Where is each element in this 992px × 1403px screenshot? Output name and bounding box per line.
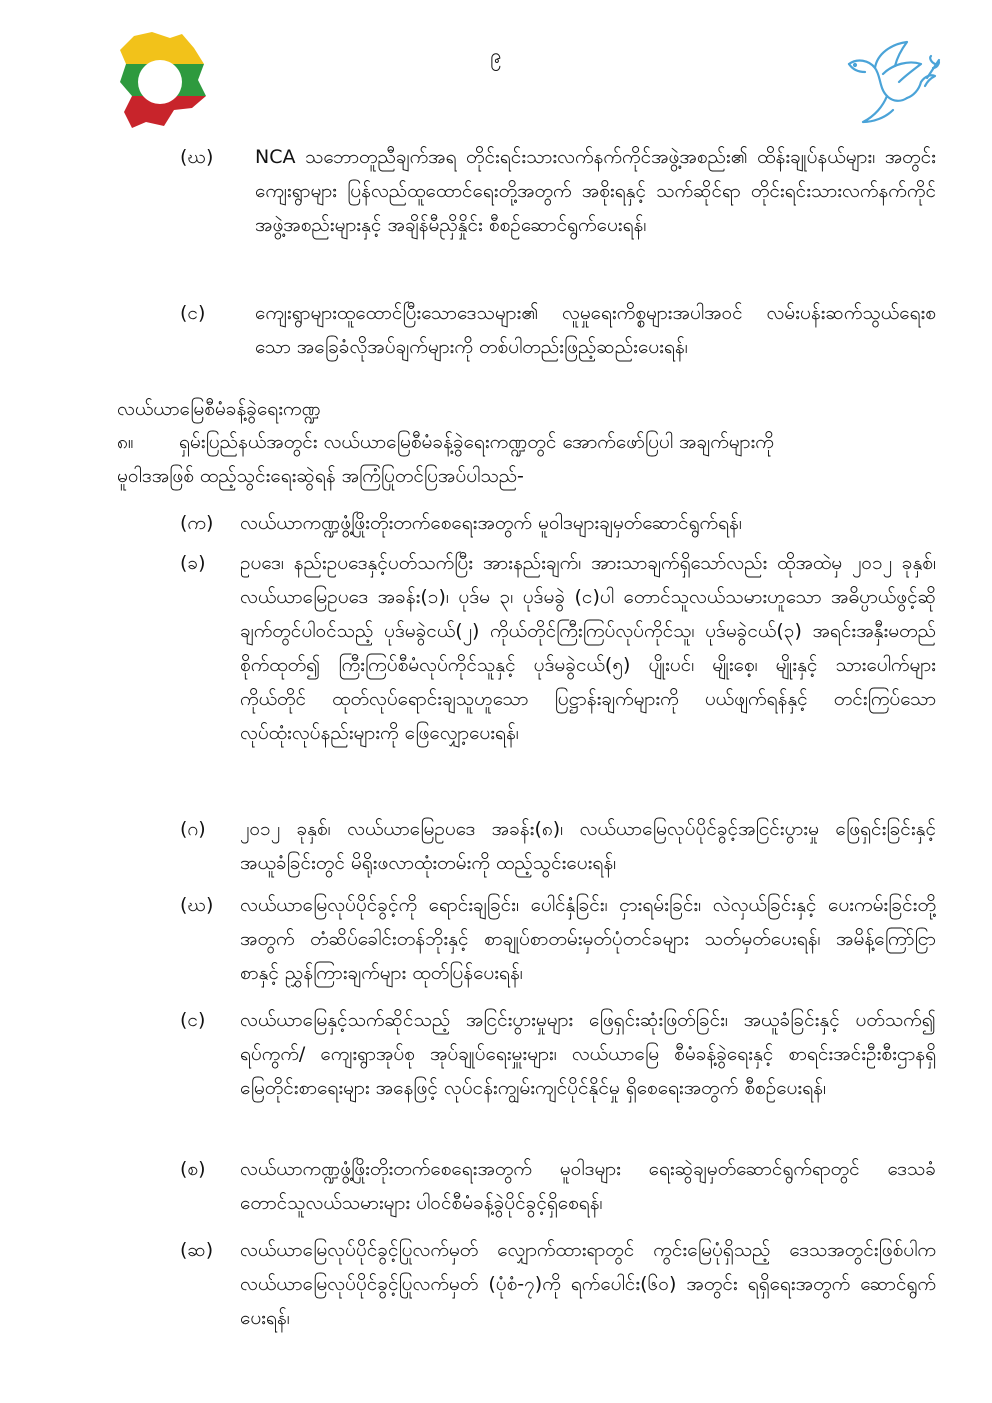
list-item [180, 506, 936, 540]
list-item [180, 546, 936, 818]
list-item [180, 812, 936, 880]
item-marker: (ဆ) [180, 1239, 214, 1261]
list-item [180, 296, 936, 364]
paragraph-number: ၈။ [117, 431, 134, 453]
item-text: လယ်ယာကဏ္ဍဖွံ့ဖြိုးတိုးတက်စေရေးအတွက် မူဝါဒများ ရေးဆွဲချမှတ်ဆောင်ရွက်ရာတွင် ဒေသခံတောင်သူလယ်သမားများ ပါဝင်စီမံခန့်ခွဲပိုင်ခွင့်ရှိစေရန်၊ [240, 1158, 936, 1214]
list-item [180, 1233, 936, 1335]
item-marker: (ခ) [180, 552, 206, 574]
item-text: ဥပဒေ၊ နည်းဥပဒေနှင့်ပတ်သက်ပြီး အားနည်းချက်၊ အားသာချက်ရှိသော်လည်း ထိုအထဲမှ ၂၀၁၂ ခုနှစ်၊ လယ်ယာမြေဥပဒေ အခန်း(၁)၊ ပုဒ်မ ၃၊ ပုဒ်မခွဲ (င)ပါ တောင်သူလယ်သမားဟူသော အဓိပ္ပာယ်ဖွင့်ဆိုချက်တွင်ပါဝင်သည့် ပုဒ်မခွဲငယ်(၂) ကိုယ်တိုင်ကြီးကြပ်လုပ်ကိုင်သူ၊ ပုဒ်မခွဲငယ်(၃) အရင်းအနှီးမတည်စိုက်ထုတ်၍ ကြီးကြပ်စီမံလုပ်ကိုင်သူနှင့် ပုဒ်မခွဲငယ်(၅) ပျိုးပင်၊ မျိုးစေ့၊ မျိုးနှင့် သားပေါက်များ ကိုယ်တိုင် ထုတ်လုပ်ရောင်းချသူဟူသော ပြဋ္ဌာန်းချက်များကို ပယ်ဖျက်ရန်နှင့် တင်းကြပ်သော လုပ်ထုံးလုပ်နည်းများကို ဖြေလျှော့ပေးရန်၊ [240, 552, 936, 744]
list-item [180, 1152, 936, 1220]
item-marker: (ဂ) [180, 818, 206, 840]
peace-dove-logo [835, 30, 945, 130]
item-text: ကျေးရွာများထူထောင်ပြီးသောဒေသများ၏ လူမှုရေးကိစ္စများအပါအဝင် လမ်းပန်းဆက်သွယ်ရေးစသော အခြေခံလိုအပ်ချက်များကို တစ်ပါတည်းဖြည့်ဆည်းပေးရန်၊ [255, 302, 936, 358]
item-text: လယ်ယာကဏ္ဍဖွံ့ဖြိုးတိုးတက်စေရေးအတွက် မူဝါဒများချမှတ်ဆောင်ရွက်ရန်၊ [240, 512, 742, 534]
item-text: NCA သဘောတူညီချက်အရ တိုင်းရင်းသားလက်နက်ကိုင်အဖွဲ့အစည်း၏ ထိန်းချုပ်နယ်များ၊ အတွင်းကျေးရွာများ ပြန်လည်ထူထောင်ရေးတို့အတွက် အစိုးရနှင့် သက်ဆိုင်ရာ တိုင်းရင်းသားလက်နက်ကိုင်အဖွဲ့အစည်းများနှင့် အချိန်မီညှိနှိုင်း စီစဉ်ဆောင်ရွက်ပေးရန်၊ [255, 146, 936, 236]
list-item [180, 888, 936, 990]
item-text: လယ်ယာမြေနှင့်သက်ဆိုင်သည့် အငြင်းပွားမှုများ ဖြေရှင်းဆုံးဖြတ်ခြင်း၊ အယူခံခြင်းနှင့် ပတ်သက်၍ ရပ်ကွက်/ ကျေးရွာအုပ်စု အုပ်ချုပ်ရေးမှူးများ၊ လယ်ယာမြေ စီမံခန့်ခွဲရေးနှင့် စာရင်းအင်းဦးစီးဌာနရှိ မြေတိုင်းစာရေးများ အနေဖြင့် လုပ်ငန်းကျွမ်းကျင်ပိုင်နိုင်မှု ရှိစေရေးအတွက် စီစဉ်ပေးရန်၊ [240, 1009, 936, 1099]
item-text: လယ်ယာမြေလုပ်ပိုင်ခွင့်ပြုလက်မှတ် လျှောက်ထားရာတွင် ကွင်းမြေပုံရှိသည့် ဒေသအတွင်းဖြစ်ပါက လယ်ယာမြေလုပ်ပိုင်ခွင့်ပြုလက်မှတ် (ပုံစံ-၇)ကို ရက်ပေါင်း(၆၀) အတွင်း ရရှိရေးအတွက် ဆောင်ရွက်ပေးရန်၊ [240, 1239, 936, 1329]
page-number: ၉ [490, 43, 502, 67]
list-item [180, 140, 936, 276]
item-marker: (င) [180, 302, 206, 324]
paragraph-line: မူဝါဒအဖြစ် ထည့်သွင်းရေးဆွဲရန် အကြံပြုတင်ပြအပ်ပါသည်- [117, 465, 524, 487]
item-text: လယ်ယာမြေလုပ်ပိုင်ခွင့်ကို ရောင်းချခြင်း၊ ပေါင်နှံခြင်း၊ ငှားရမ်းခြင်း၊ လဲလှယ်ခြင်းနှင့် ပေးကမ်းခြင်းတို့အတွက် တံဆိပ်ခေါင်းတန်ဘိုးနှင့် စာချုပ်စာတမ်းမှတ်ပုံတင်ခများ သတ်မှတ်ပေးရန်၊ အမိန့်ကြော်ငြာစာနှင့် ညွှန်ကြားချက်များ ထုတ်ပြန်ပေးရန်၊ [240, 894, 936, 984]
list-item [180, 1003, 936, 1139]
paragraph-line: ရှမ်းပြည်နယ်အတွင်း လယ်ယာမြေစီမံခန့်ခွဲရေးကဏ္ဍတွင် အောက်ဖော်ပြပါ အချက်များကို [179, 431, 774, 453]
item-marker: (စ) [180, 1158, 206, 1180]
item-marker: (က) [180, 512, 214, 534]
item-marker: (ဃ) [180, 146, 214, 168]
item-text: ၂၀၁၂ ခုနှစ်၊ လယ်ယာမြေဥပဒေ အခန်း(၈)၊ လယ်ယာမြေလုပ်ပိုင်ခွင့်အငြင်းပွားမှု ဖြေရှင်းခြင်းနှင့် အယူခံခြင်းတွင် မိရိုးဖလာထုံးတမ်းကို ထည့်သွင်းပေးရန်၊ [240, 818, 936, 874]
section-heading: လယ်ယာမြေစီမံခန့်ခွဲရေးကဏ္ဍ [117, 398, 321, 420]
item-marker: (ဃ) [180, 894, 214, 916]
item-marker: (င) [180, 1009, 206, 1031]
